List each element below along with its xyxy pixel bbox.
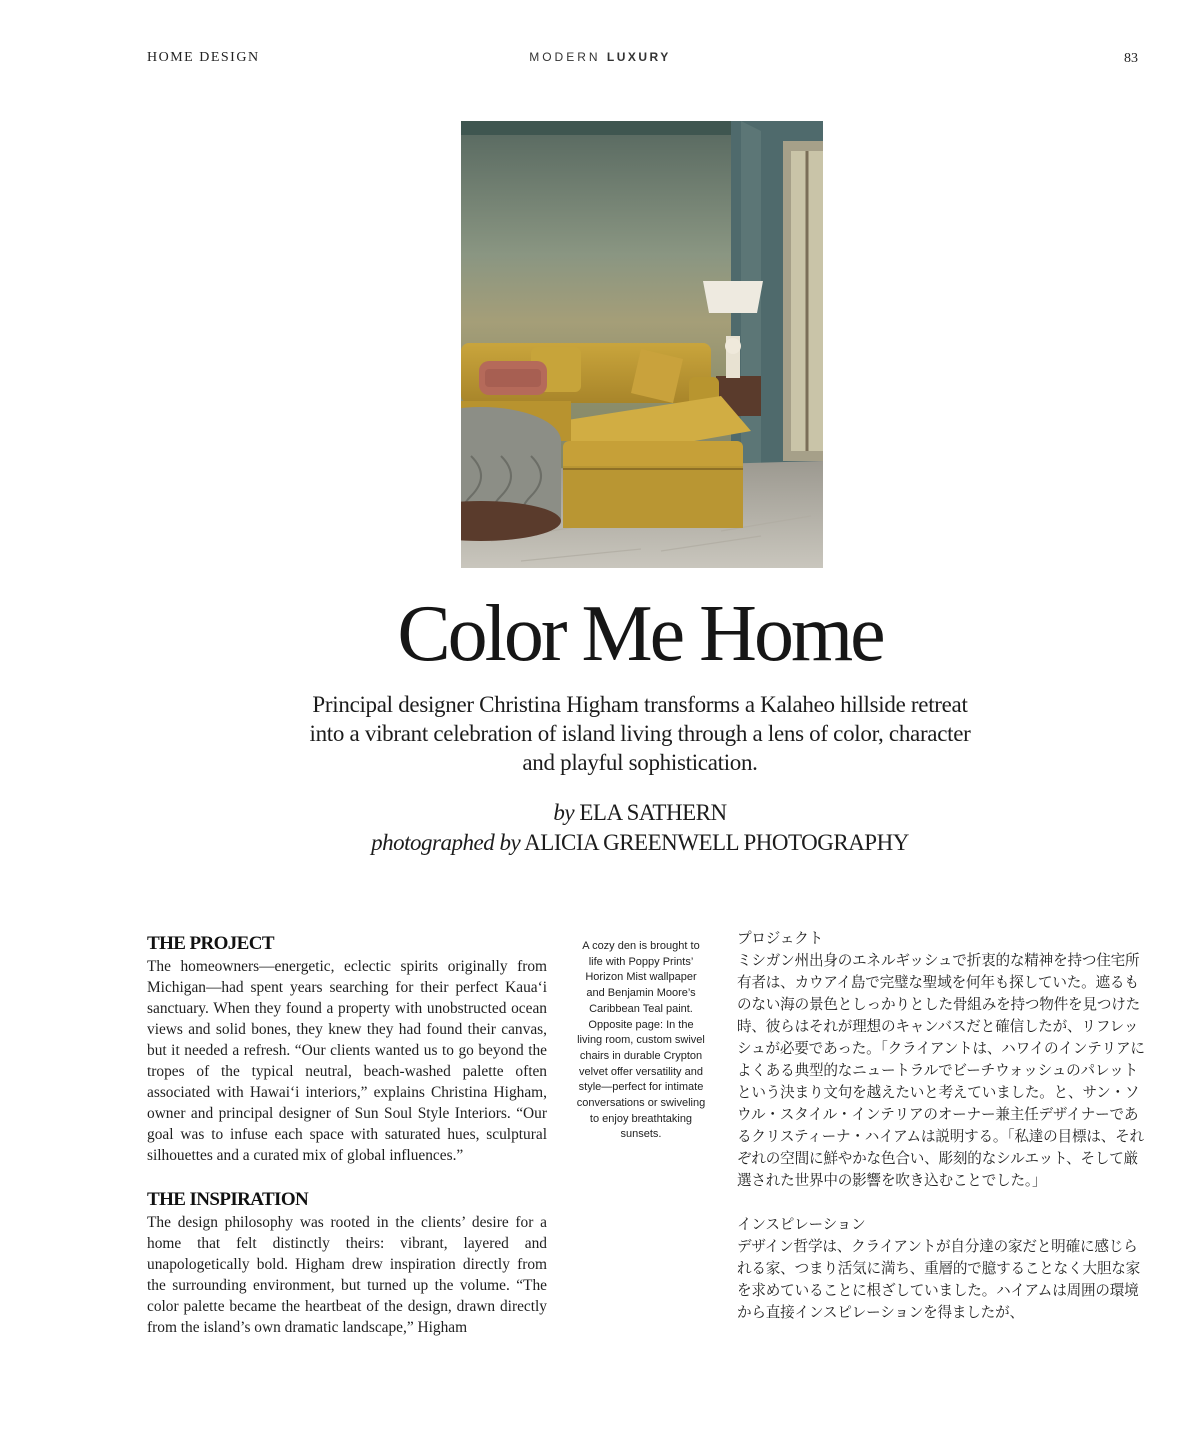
inspiration-body: The design philosophy was rooted in the clients’ desire for a home that felt distinctly theirs: vibrant, layered and unapologetically bold. Higham drew inspiration directly from the surrounding environment, but turned up the volume. “The color palette became the heartbeat of the design, drawn directly from the island’s own dramatic landscape,” Higham: [147, 1214, 547, 1336]
byline-prefix: by: [553, 800, 575, 825]
byline: [240, 798, 1040, 828]
brand-light: MODERN: [529, 50, 601, 64]
living-room-photo: [461, 121, 823, 568]
english-column: [147, 932, 547, 1338]
photo-credit: [240, 828, 1040, 858]
inspiration-heading: THE INSPIRATION: [147, 1189, 309, 1210]
author-name: ELA SATHERN: [579, 800, 727, 825]
article-title: Color Me Home: [397, 590, 883, 678]
magazine-logo: [0, 50, 1200, 64]
project-body: The homeowners—energetic, eclectic spirits originally from Michigan—had spent years searching for their perfect Kaua‘i sanctuary. When they found a property with unobstructed ocean views and solid bones, they knew they had found their canvas, but it needed a refresh. “Our clients wanted us to go beyond the tropes of the typical neutral, beach-washed palette often associated with Hawai‘i interiors,” explains Christina Higham, owner and principal designer of Sun Soul Style Interiors. “Our goal was to infuse each space with saturated hues, sculptural silhouettes and a curated mix of global influences.”: [147, 958, 547, 1164]
photo-credit-prefix: photographed by: [371, 830, 521, 855]
brand-bold: LUXURY: [606, 50, 671, 64]
page-number: 83: [1124, 51, 1138, 66]
jp-project-body: ミシガン州出身のエネルギッシュで折衷的な精神を持つ住宅所有者は、カウアイ島で完璧な聖域を何年も探していた。遮るものない海の景色としっかりとした骨組みを持つ物件を見つけた時、彼らはそれが理想のキャンバスだと確信したが、リフレッシュが必要であった。「クライアントは、ハワイのインテリアによくある典型的なニュートラルでビーチウォッシュのパレットという決まり文句を越えたいと考えていました。と、サン・ソウル・スタイル・インテリアのオーナー兼主任デザイナーであるクリスティーナ・ハイアムは説明する。「私達の目標は、それぞれの空間に鮮やかな色合い、彫刻的なシルエット、そして厳選された世界中の影響を吹き込むことでした。」: [737, 952, 1145, 1189]
jp-project-heading: プロジェクト: [737, 930, 824, 947]
photo-caption: A cozy den is brought to life with Poppy Prints’ Horizon Mist wallpaper and Benjamin Moore’s Caribbean Teal paint. Opposite page: In the living room, custom swivel chairs in durable Crypton velvet offer versatility and style—perfect for intimate conversations or swiveling to enjoy breathtaking sunsets.: [576, 940, 706, 1141]
jp-inspiration-body: デザイン哲学は、クライアントが自分達の家だと明確に感じられる家、つまり活気に満ち、重層的で臆することなく大胆な家を求めていることに根ざしていました。ハイアムは周囲の環境から直接インスピレーションを得ましたが、: [737, 1238, 1141, 1321]
project-heading: THE PROJECT: [147, 933, 274, 954]
credits: [240, 798, 1040, 858]
photographer-name: ALICIA GREENWELL PHOTOGRAPHY: [524, 830, 909, 855]
section-label: HOME DESIGN: [147, 50, 260, 65]
japanese-column: [737, 928, 1145, 1324]
jp-inspiration-heading: インスピレーション: [737, 1216, 866, 1233]
article-dek: Principal designer Christina Higham transforms a Kalaheo hillside retreat into a vibrant celebration of island living through a lens of color, character and playful sophistication.: [309, 692, 971, 775]
